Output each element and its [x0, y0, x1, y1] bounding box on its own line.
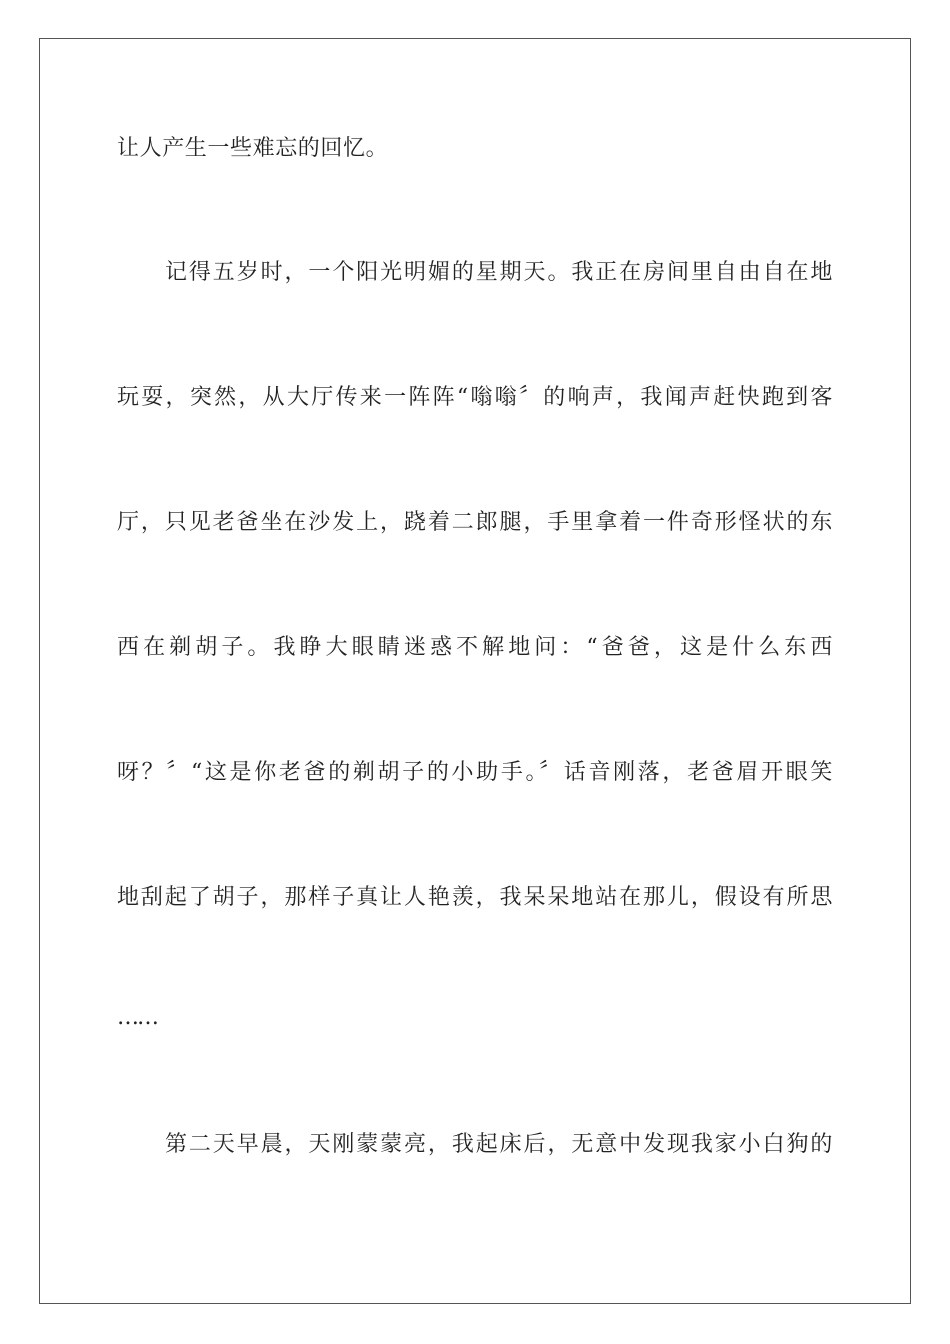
text-line-5: 西在剃胡子。我睁大眼睛迷惑不解地问：“爸爸，这是什么东西: [117, 635, 833, 660]
text-line-9: 第二天早晨，天刚蒙蒙亮，我起床后，无意中发现我家小白狗的: [165, 1132, 833, 1157]
page-border: [39, 38, 911, 1304]
text-line-7: 地刮起了胡子，那样子真让人艳羡，我呆呆地站在那儿，假设有所思: [117, 885, 833, 910]
text-line-3: 玩耍，突然，从大厅传来一阵阵“嗡嗡〞的响声，我闻声赶快跑到客: [117, 385, 833, 410]
text-line-1: 让人产生一些难忘的回忆。: [117, 136, 389, 161]
text-line-8: ……: [117, 1005, 157, 1030]
text-line-6: 呀？〞“这是你老爸的剃胡子的小助手。〞话音刚落，老爸眉开眼笑: [117, 760, 833, 785]
text-line-2: 记得五岁时，一个阳光明媚的星期天。我正在房间里自由自在地: [165, 260, 833, 285]
text-line-4: 厅，只见老爸坐在沙发上，跷着二郎腿，手里拿着一件奇形怪状的东: [117, 510, 833, 535]
